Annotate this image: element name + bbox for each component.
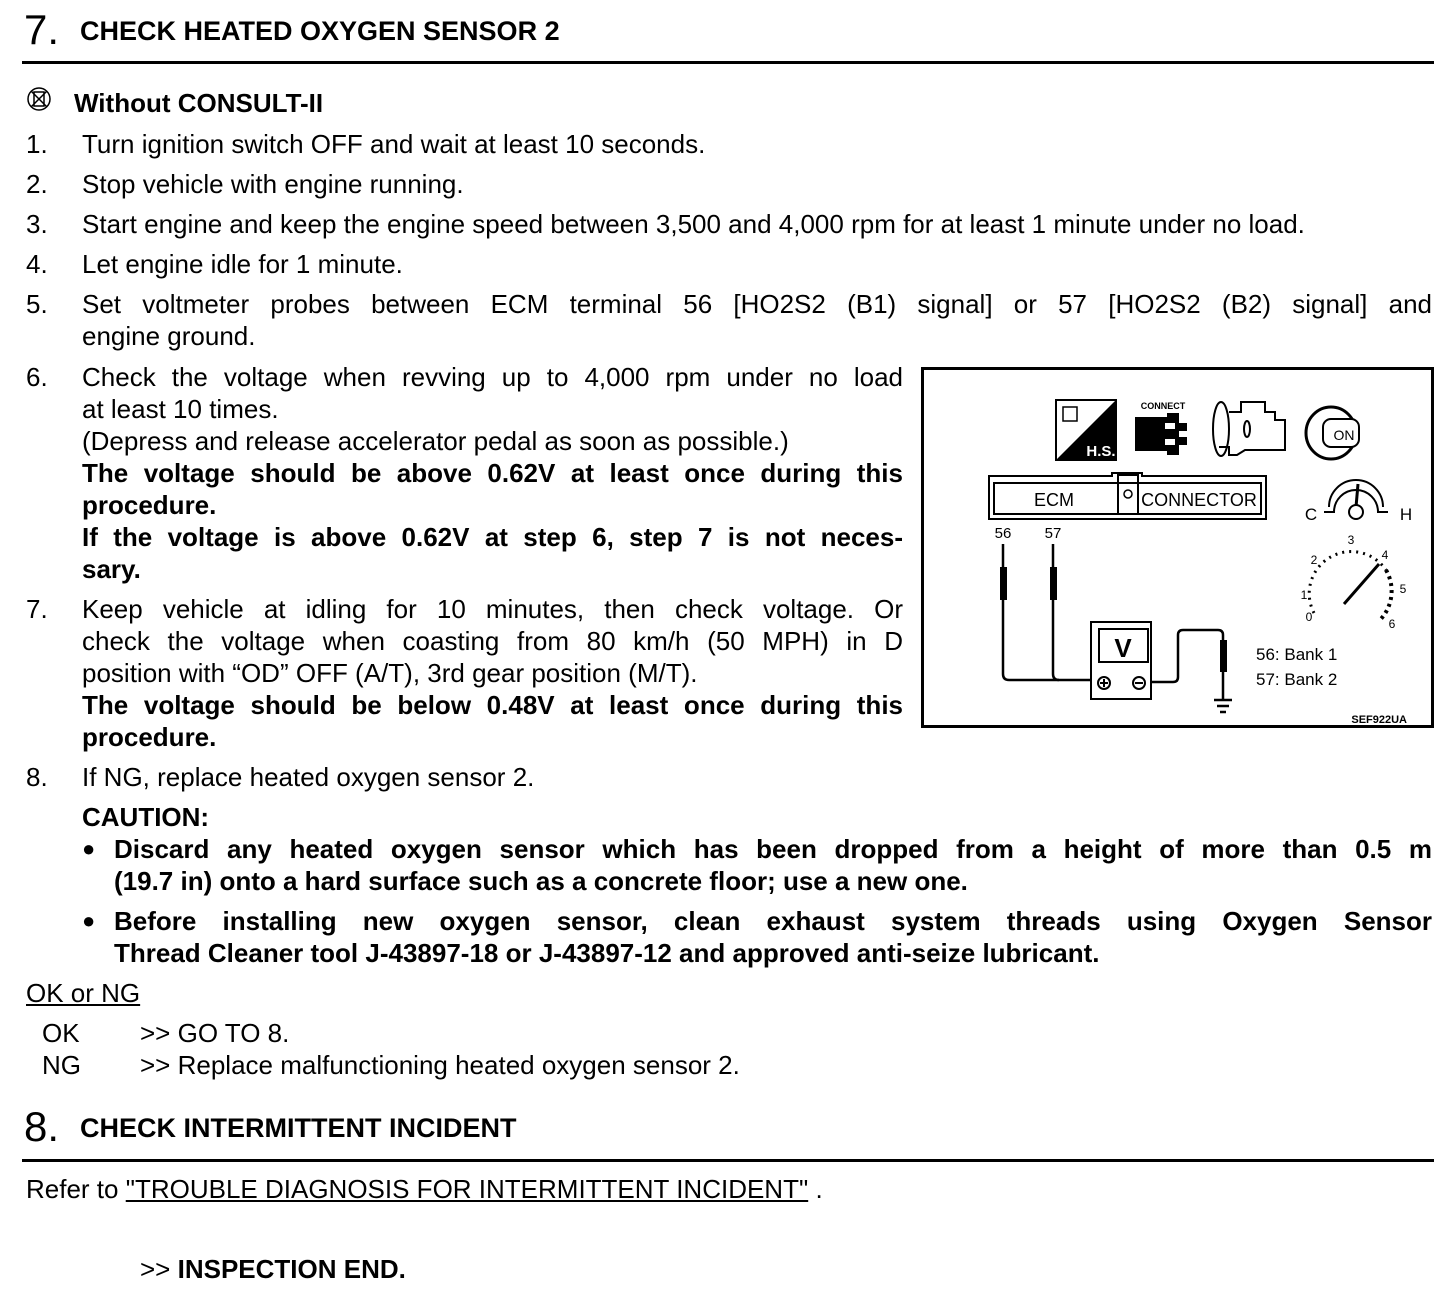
temp-cold-label: C — [1304, 505, 1318, 524]
hot-soak-icon — [1056, 400, 1116, 460]
legend-line: 57: Bank 2 — [1256, 670, 1338, 689]
step-spec: procedure. — [82, 722, 217, 752]
result-key: OK — [42, 1018, 80, 1048]
caution-text: Discard any heated oxygen sensor which has been dropped from a height of more than 0.5 m — [114, 834, 1432, 864]
step-text: If NG, replace heated oxygen sensor 2. — [82, 762, 535, 792]
step-number: 5. — [26, 289, 48, 319]
voltmeter-diagram — [921, 367, 1434, 728]
refer-suffix: . — [815, 1174, 823, 1204]
step-text: position with “OD” OFF (A/T), 3rd gear position (M/T). — [82, 658, 698, 688]
terminal-56-label: 56 — [994, 525, 1012, 542]
tach-tick: 0 — [1305, 610, 1313, 624]
step-text: Check the voltage when revving up to 4,000 rpm under no load — [82, 362, 903, 392]
section-8-number: 8. — [24, 1103, 60, 1150]
engine-icon — [1213, 402, 1285, 456]
step-text: (Depress and release accelerator pedal as soon as possible.) — [82, 426, 789, 456]
step-spec: The voltage should be below 0.48V at least once during this — [82, 690, 903, 720]
tach-tick: 6 — [1388, 617, 1396, 631]
connect-label: CONNECT — [1140, 401, 1186, 411]
step-number: 6. — [26, 362, 48, 392]
section-8-title: CHECK INTERMITTENT INCIDENT — [80, 1113, 517, 1143]
ecm-connector — [989, 473, 1266, 519]
on-label: ON — [1333, 427, 1355, 443]
step-number: 1. — [26, 129, 48, 159]
ground-probe — [1220, 640, 1227, 672]
temp-hot-label: H — [1399, 505, 1413, 524]
no-consult-icon — [26, 86, 52, 112]
section-7-number: 7. — [24, 6, 60, 53]
result-action: >> GO TO 8. — [140, 1018, 290, 1048]
caution-label: CAUTION: — [82, 802, 210, 832]
probe-57 — [1050, 567, 1057, 600]
terminal-57-label: 57 — [1044, 525, 1062, 542]
step-spec: sary. — [82, 554, 141, 584]
temperature-gauge-icon — [1305, 480, 1412, 524]
legend-line: 56: Bank 1 — [1256, 645, 1338, 664]
tach-tick: 2 — [1310, 553, 1318, 567]
tach-tick: 4 — [1381, 548, 1389, 562]
result-label — [26, 977, 140, 1009]
mode-label: Without CONSULT-II — [74, 88, 324, 118]
caution-text: (19.7 in) onto a hard surface such as a concrete floor; use a new one. — [114, 866, 968, 896]
caution-text: Before installing new oxygen sensor, clean exhaust system threads using Oxygen Sensor — [114, 906, 1432, 936]
result-key: NG — [42, 1050, 81, 1080]
step-text: Set voltmeter probes between ECM terminal 56 [HO2S2 (B1) signal] or 57 [HO2S2 (B2) signal] and — [82, 289, 1432, 319]
voltmeter-icon — [1091, 622, 1151, 699]
step-text: Let engine idle for 1 minute. — [82, 249, 403, 279]
step-text: Stop vehicle with engine running. — [82, 169, 464, 199]
caution-text: Thread Cleaner tool J-43897-18 or J-43897-12 and approved anti-seize lubricant. — [114, 938, 1100, 968]
step-number: 2. — [26, 169, 48, 199]
end-text: INSPECTION END. — [177, 1254, 406, 1284]
tach-tick: 1 — [1300, 588, 1308, 602]
step-text: engine ground. — [82, 321, 256, 351]
step-spec: The voltage should be above 0.62V at least once during this — [82, 458, 903, 488]
tach-tick: 3 — [1347, 533, 1355, 547]
ecm-label: ECM — [1034, 490, 1074, 510]
result-label-text: OK or NG — [26, 978, 141, 1008]
ignition-on-icon — [1306, 407, 1359, 459]
refer-line — [26, 1173, 823, 1205]
step-number: 4. — [26, 249, 48, 279]
step-number: 7. — [26, 594, 48, 624]
tachometer-icon — [1301, 533, 1407, 631]
step-spec: If the voltage is above 0.62V at step 6, step 7 is not neces- — [82, 522, 903, 552]
refer-link[interactable]: "TROUBLE DIAGNOSIS FOR INTERMITTENT INCIDENT" — [125, 1174, 809, 1204]
end-arrow: >> — [140, 1254, 171, 1284]
inspection-end — [140, 1253, 406, 1285]
step-spec: procedure. — [82, 490, 217, 520]
tach-tick: 5 — [1399, 582, 1407, 596]
step-text: at least 10 times. — [82, 394, 279, 424]
step-text: Start engine and keep the engine speed between 3,500 and 4,000 rpm for at least 1 minute under no load. — [82, 209, 1305, 239]
hs-label: H.S. — [1086, 443, 1116, 460]
step-text: Turn ignition switch OFF and wait at least 10 seconds. — [82, 129, 706, 159]
figure-id: SEF922UA — [1351, 714, 1407, 725]
meter-label: V — [1114, 633, 1132, 663]
step-number: 8. — [26, 762, 48, 792]
refer-prefix: Refer to — [26, 1174, 119, 1204]
section-divider — [22, 1159, 1434, 1162]
section-divider — [22, 61, 1434, 64]
probe-56 — [1000, 567, 1007, 600]
connect-icon — [1135, 401, 1187, 455]
step-text: Keep vehicle at idling for 10 minutes, then check voltage. Or — [82, 594, 903, 624]
step-text: check the voltage when coasting from 80 km/h (50 MPH) in D — [82, 626, 903, 656]
section-7-title: CHECK HEATED OXYGEN SENSOR 2 — [80, 16, 560, 46]
connector-label: CONNECTOR — [1141, 490, 1257, 510]
bullet-icon: ● — [82, 908, 96, 933]
bullet-icon: ● — [82, 836, 96, 861]
step-number: 3. — [26, 209, 48, 239]
result-action: >> Replace malfunctioning heated oxygen sensor 2. — [140, 1050, 740, 1080]
